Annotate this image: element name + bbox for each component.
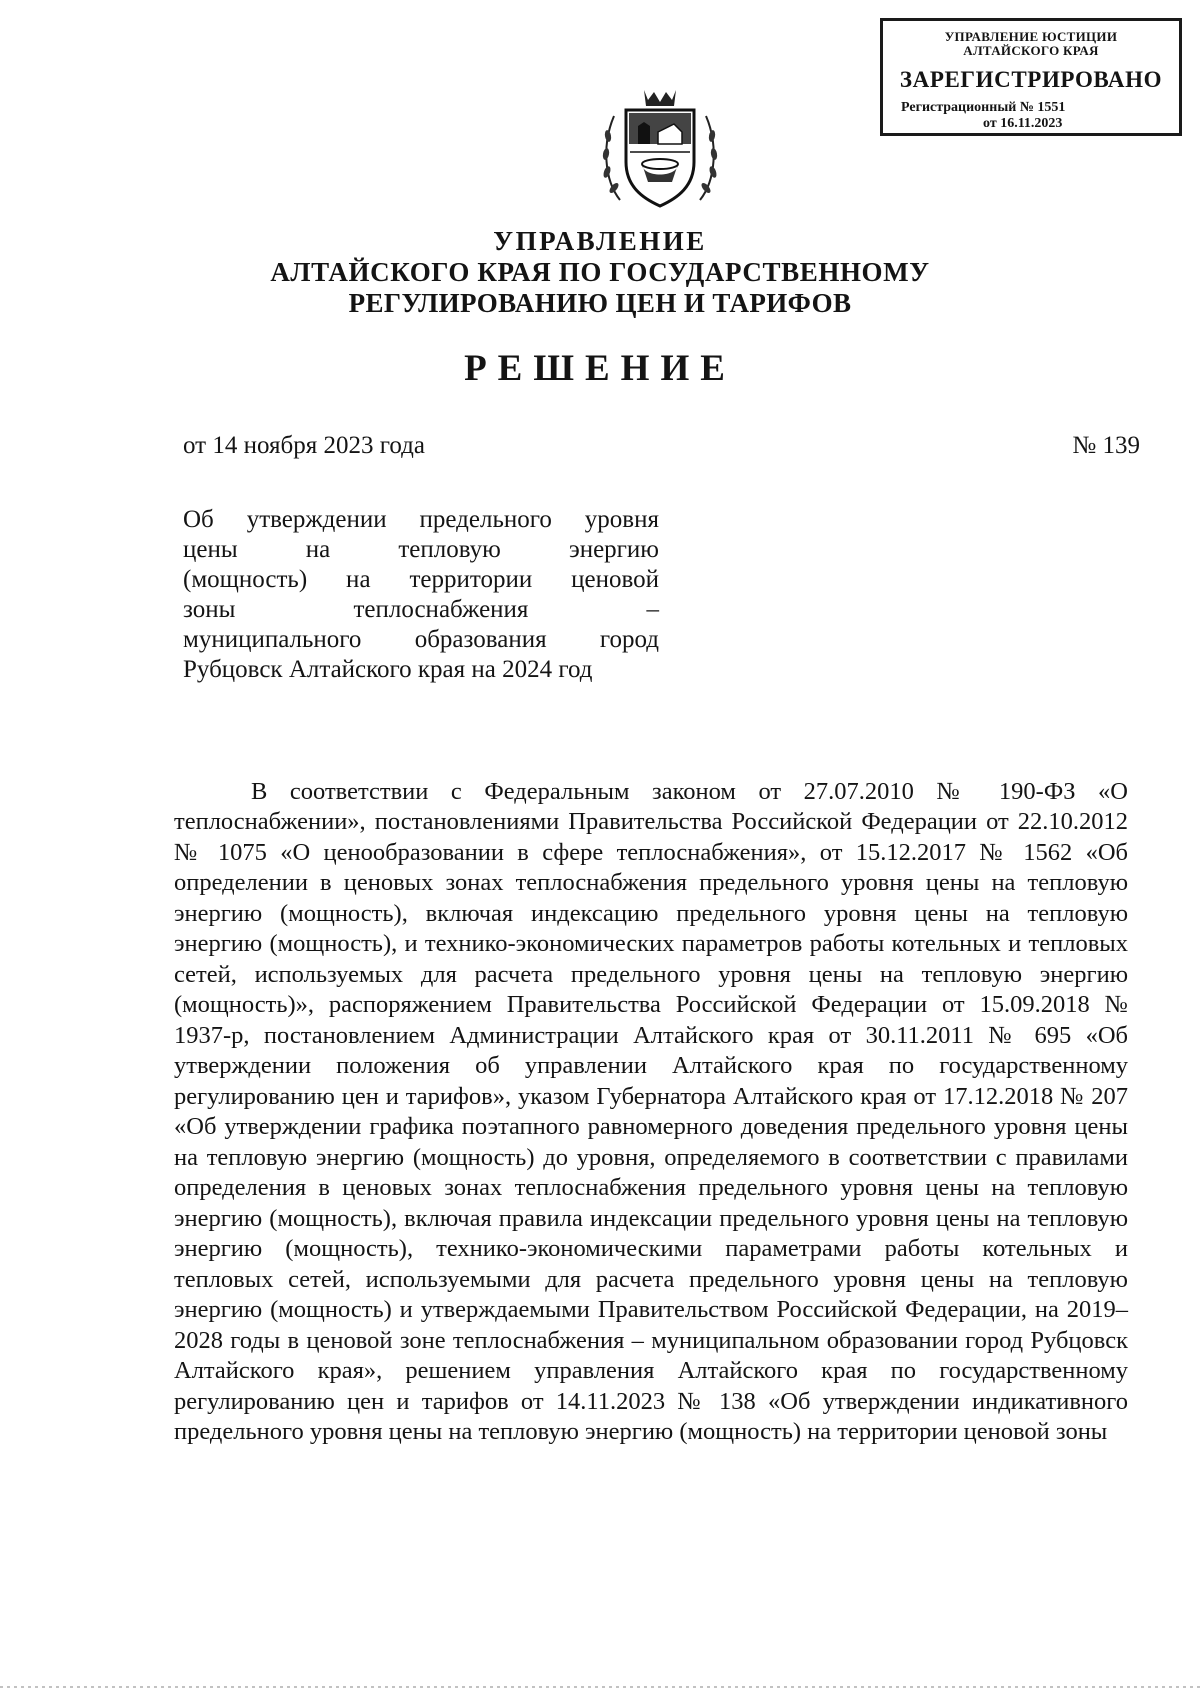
stamp-registration-number: Регистрационный № 1551 — [901, 100, 1066, 115]
scan-artifact-line — [0, 1686, 1200, 1688]
document-type-title: РЕШЕНИЕ — [464, 348, 736, 389]
subject-line: Рубцовск Алтайского края на 2024 год — [183, 656, 593, 683]
subject-line: зоны теплоснабжения – — [183, 596, 659, 623]
registration-stamp — [880, 18, 1182, 136]
document-date: от 14 ноября 2023 года — [183, 432, 425, 459]
subject-line: (мощность) на территории ценовой — [183, 566, 659, 593]
subject-line: муниципального образования город — [183, 626, 659, 653]
stamp-registration-date: от 16.11.2023 — [983, 116, 1063, 131]
stamp-org-line2: АЛТАЙСКОГО КРАЯ — [963, 43, 1099, 58]
authority-name-line1: УПРАВЛЕНИЕ — [493, 226, 707, 256]
authority-name-line2: АЛТАЙСКОГО КРАЯ ПО ГОСУДАРСТВЕННОМУ — [270, 257, 930, 287]
authority-name-line3: РЕГУЛИРОВАНИЮ ЦЕН И ТАРИФОВ — [348, 288, 852, 318]
document-subject — [183, 505, 659, 685]
subject-line: цены на тепловую энергию — [183, 536, 659, 563]
altai-krai-coat-of-arms-icon — [598, 82, 722, 214]
document-number: № 139 — [1072, 432, 1140, 459]
stamp-org-line1: УПРАВЛЕНИЕ ЮСТИЦИИ — [944, 29, 1118, 44]
stamp-status: ЗАРЕГИСТРИРОВАНО — [899, 67, 1163, 92]
preamble-paragraph: В соответствии с Федеральным законом от 27.07.2010 № 190-ФЗ «О теплоснабжении», постановлениями Правительства Российской Федерации от 22.10.2012 № 1075 «О ценообразовании в сфере теплоснабжения», от 15.12.2017 № 1562 «Об определении в ценовых зонах теплоснабжения предельного уровня цены на тепловую энергию (мощность), включая индексацию предельного уровня цены на тепловую энергию (мощность), и технико-экономических параметров работы котельных и тепловых сетей, используемых для расчета предельного уровня цены на тепловую энергию (мощность)», распоряжением Правительства Российской Федерации от 15.09.2018 № 1937-р, постановлением Администрации Алтайского края от 30.11.2011 № 695 «Об утверждении положения об управлении Алтайского края по государственному регулированию цен и тарифов», указом Губернатора Алтайского края от 17.12.2018 № 207 «Об утверждении графика поэтапного равномерного доведения предельного уровня цены на тепловую энергию (мощность) до уровня, определяемого в соответствии с правилами определения в ценовых зонах теплоснабжения предельного уровня цены на тепловую энергию (мощность), включая правила индексации предельного уровня цены на тепловую энергию (мощность), технико-экономическими параметрами работы котельных и тепловых сетей, используемыми для расчета предельного уровня цены на тепловую энергию (мощность) и утверждаемыми Правительством Российской Федерации, на 2019–2028 годы в ценовой зоне теплоснабжения – муниципальном образовании город Рубцовск Алтайского края», решением управления Алтайского края по государственному регулированию цен и тарифов от 14.11.2023 № 138 «Об утверждении индикативного предельного уровня цены на тепловую энергию (мощность) на территории ценовой зоны — [174, 777, 1128, 1445]
subject-line: Об утверждении предельного уровня — [183, 506, 659, 533]
